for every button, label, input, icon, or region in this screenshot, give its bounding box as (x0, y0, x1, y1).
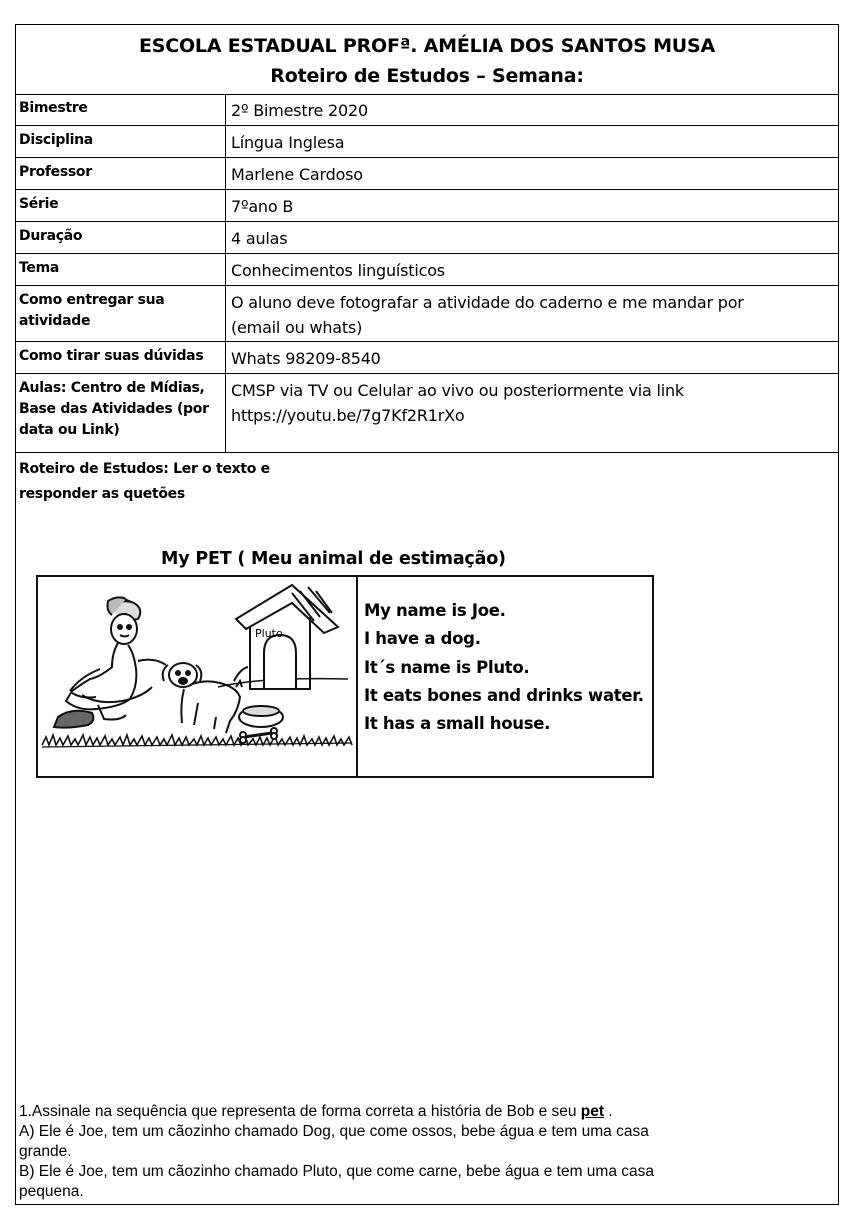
story-line: It´s name is Pluto. (364, 657, 530, 677)
option-b-continued: pequena. (19, 1183, 84, 1200)
doghouse-label: Pluto (255, 627, 283, 640)
question-suffix: . (604, 1103, 613, 1120)
info-label: Tema (16, 254, 226, 285)
header (16, 25, 838, 95)
study-guide-instructions (19, 457, 319, 507)
info-value-line: CMSP via TV ou Celular ao vivo ou posteriormente via link (231, 381, 684, 400)
info-value: Whats 98209-8540 (231, 349, 381, 368)
info-value (231, 286, 834, 340)
comic-story-text (364, 597, 644, 738)
question-text: 1.Assinale na sequência que representa de forma correta a história de Bob e seu (19, 1103, 581, 1120)
story-line: It eats bones and drinks water. (364, 685, 644, 705)
info-row-duvidas (16, 342, 838, 374)
video-link[interactable]: https://youtu.be/7g7Kf2R1rXo (231, 406, 465, 425)
info-label: Como tirar suas dúvidas (16, 342, 226, 373)
info-row-serie (16, 190, 838, 222)
info-label-line: Base das Atividades (por (19, 401, 209, 417)
info-row-duracao (16, 222, 838, 254)
guide-line: Roteiro de Estudos: Ler o texto e (19, 461, 270, 477)
info-value: Língua Inglesa (231, 133, 345, 152)
info-value: Marlene Cardoso (231, 165, 363, 184)
boy-and-dog-illustration (38, 577, 356, 776)
guide-line: responder as quetões (19, 486, 185, 502)
question-emphasis: pet (580, 1103, 605, 1120)
info-value (231, 374, 834, 428)
story-line: I have a dog. (364, 629, 481, 649)
info-label-line: data ou Link) (19, 422, 120, 438)
info-label: Série (16, 190, 226, 221)
comic-divider (356, 577, 358, 776)
comic-strip (36, 575, 654, 778)
info-value-line: O aluno deve fotografar a atividade do caderno e me mandar por (231, 293, 744, 312)
info-value: Conhecimentos linguísticos (231, 261, 445, 280)
info-label-line: Aulas: Centro de Mídias, (19, 380, 205, 396)
questions (19, 1102, 819, 1202)
comic-title: My PET ( Meu animal de estimação) (161, 549, 506, 569)
info-row-tema (16, 254, 838, 286)
story-line: My name is Joe. (364, 601, 506, 620)
info-value: 2º Bimestre 2020 (231, 101, 368, 120)
question-1 (19, 1102, 819, 1122)
info-row-bimestre (16, 94, 838, 126)
info-label: Bimestre (16, 94, 226, 125)
info-label: Professor (16, 158, 226, 189)
option-b: B) Ele é Joe, tem um cãozinho chamado Pluto, que come carne, bebe água e tem uma casa (19, 1163, 655, 1180)
worksheet-subtitle: Roteiro de Estudos – Semana: (270, 65, 584, 87)
info-row-professor (16, 158, 838, 190)
school-name: ESCOLA ESTADUAL PROFª. AMÉLIA DOS SANTOS MUSA (138, 35, 716, 57)
option-a-continued: grande. (19, 1143, 72, 1160)
info-label-line: atividade (19, 313, 91, 329)
story-line: It has a small house. (364, 714, 551, 734)
info-value-line: (email ou whats) (231, 318, 363, 337)
info-value: 4 aulas (231, 229, 288, 248)
info-row-aulas (16, 374, 838, 453)
info-label-line: Como entregar sua (19, 292, 165, 308)
worksheet (15, 24, 839, 1205)
option-a: A) Ele é Joe, tem um cãozinho chamado Dog, que come ossos, bebe água e tem uma casa (19, 1123, 649, 1140)
info-label (16, 286, 226, 341)
info-row-disciplina (16, 126, 838, 158)
info-row-entrega (16, 286, 838, 342)
info-label: Disciplina (16, 126, 226, 157)
info-value: 7ºano B (231, 197, 294, 216)
info-label: Duração (16, 222, 226, 253)
info-label (16, 374, 226, 452)
